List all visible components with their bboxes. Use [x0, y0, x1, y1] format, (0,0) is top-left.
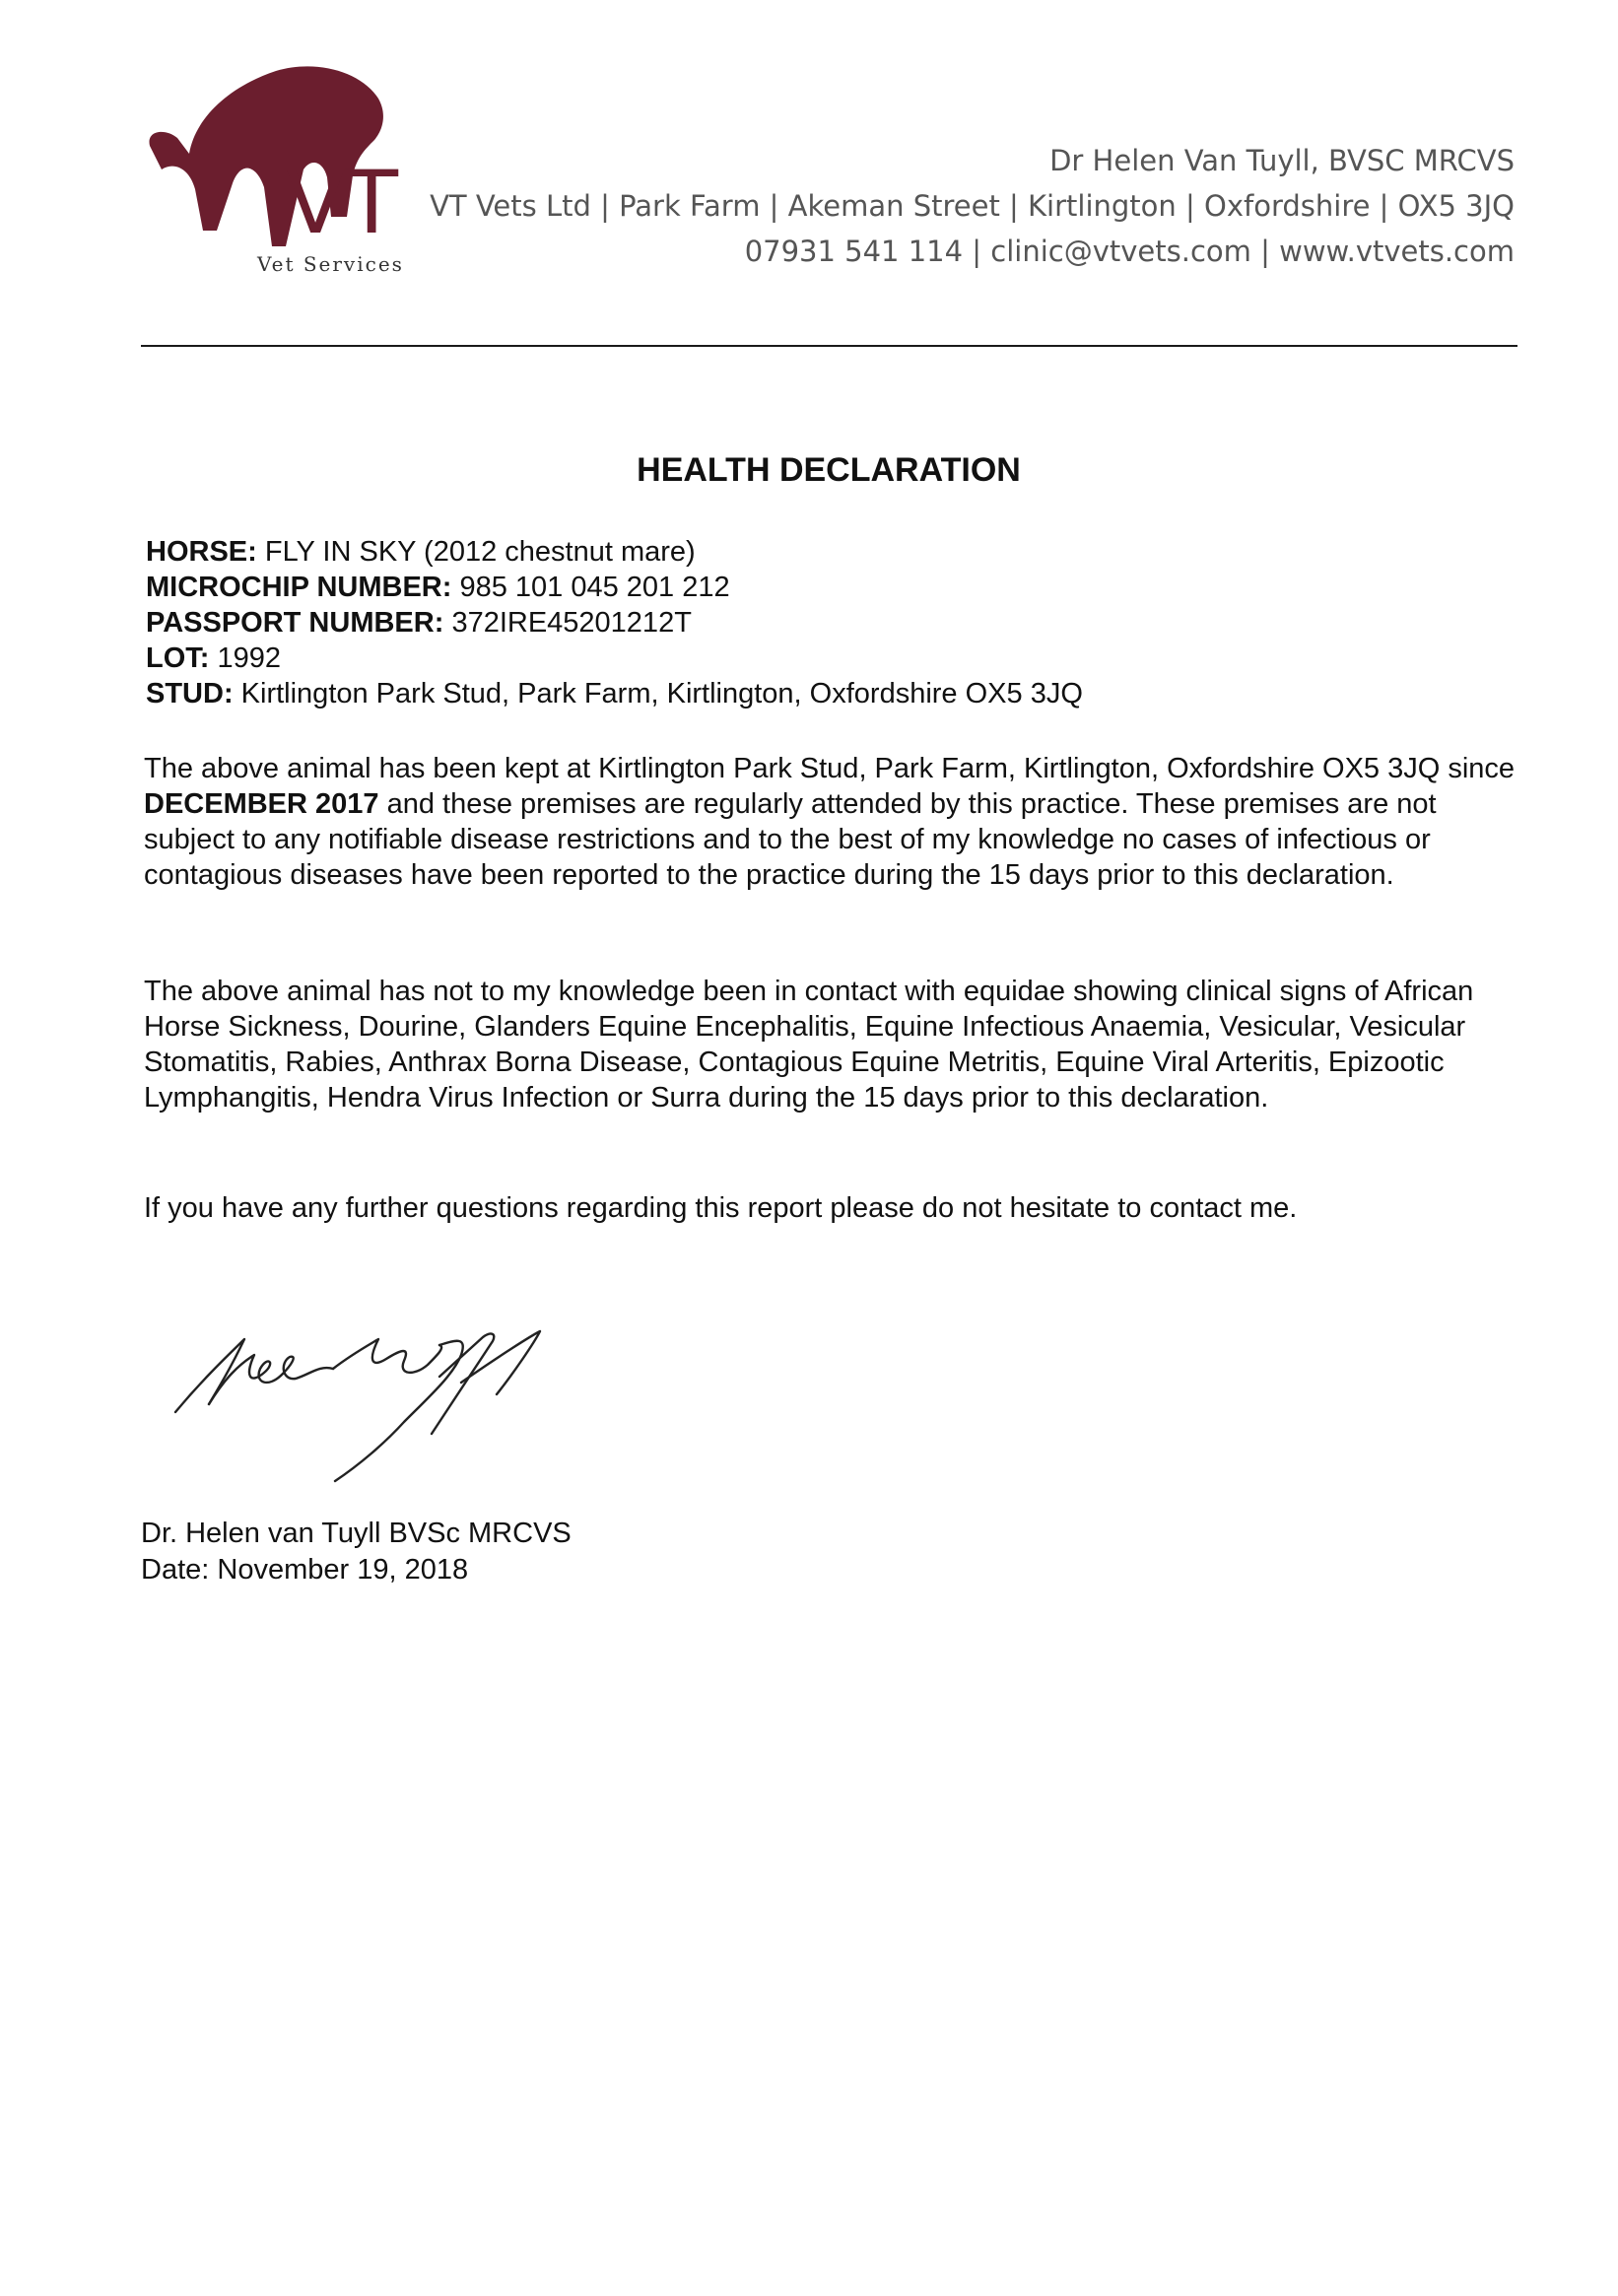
field-lot-value: 1992 — [217, 642, 282, 674]
disease-contact-paragraph: The above animal has not to my knowledge been in contact with equidae showing clinical signs of African Horse Sickness, Dourine, Glanders Equine Encephalitis, Equine Infectious Anaemia, Vesicular, Vesicular Stomatitis, Rabies, Anthrax Borna Disease, Contagious Equine Metritis, Equine Viral Arteritis, Epizootic Lymphangitis, Hendra Virus Infection or Surra during the 15 days prior to this declaration. — [144, 976, 1474, 1114]
logo-monogram: VT — [286, 152, 398, 253]
handwritten-signature-icon — [166, 1325, 629, 1483]
field-lot — [146, 641, 1083, 676]
logo-tagline: Vet Services — [257, 252, 404, 276]
letterhead-contact — [430, 138, 1515, 274]
header-divider — [141, 345, 1517, 347]
closing-paragraph: If you have any further questions regarding this report please do not hesitate to contact me. — [144, 1192, 1298, 1224]
field-passport — [146, 605, 1083, 641]
field-lot-label: LOT: — [146, 642, 210, 674]
field-stud — [146, 676, 1083, 711]
field-stud-value: Kirtlington Park Stud, Park Farm, Kirtlington, Oxfordshire OX5 3JQ — [240, 678, 1083, 709]
premises-text-after: and these premises are regularly attended by this practice. These premises are not subject to any notifiable disease restrictions and to the best of my knowledge no cases of infectious or contagious diseases have been reported to the practice during the 15 days prior to this declaration. — [144, 788, 1437, 891]
signature — [166, 1325, 629, 1483]
field-microchip — [146, 570, 1083, 605]
letterhead-phone-email-web: 07931 541 114 | clinic@vtvets.com | www.vtvets.com — [744, 235, 1515, 268]
horse-details — [146, 534, 1083, 711]
field-stud-label: STUD: — [146, 678, 234, 709]
document-title: HEALTH DECLARATION — [637, 451, 1021, 489]
horse-head-logo-icon — [138, 59, 434, 286]
premises-text-before: The above animal has been kept at Kirtlington Park Stud, Park Farm, Kirtlington, Oxfordshire OX5 3JQ since — [144, 753, 1516, 784]
vt-logo — [138, 59, 434, 286]
field-microchip-value: 985 101 045 201 212 — [459, 572, 730, 603]
field-horse-label: HORSE: — [146, 536, 257, 568]
signatory-block — [141, 1516, 572, 1588]
field-passport-value: 372IRE45201212T — [451, 607, 692, 639]
letterhead-vet-name: Dr Helen Van Tuyll, BVSC MRCVS — [1049, 144, 1515, 177]
field-passport-label: PASSPORT NUMBER: — [146, 607, 444, 639]
declaration-date: Date: November 19, 2018 — [141, 1554, 469, 1586]
signatory-name: Dr. Helen van Tuyll BVSc MRCVS — [141, 1518, 572, 1549]
premises-paragraph — [144, 751, 1523, 893]
field-horse-value: FLY IN SKY (2012 chestnut mare) — [264, 536, 696, 568]
field-microchip-label: MICROCHIP NUMBER: — [146, 572, 452, 603]
letterhead-address: VT Vets Ltd | Park Farm | Akeman Street | Kirtlington | Oxfordshire | OX5 3JQ — [430, 189, 1515, 223]
field-horse — [146, 534, 1083, 570]
premises-since-date: DECEMBER 2017 — [144, 788, 379, 820]
